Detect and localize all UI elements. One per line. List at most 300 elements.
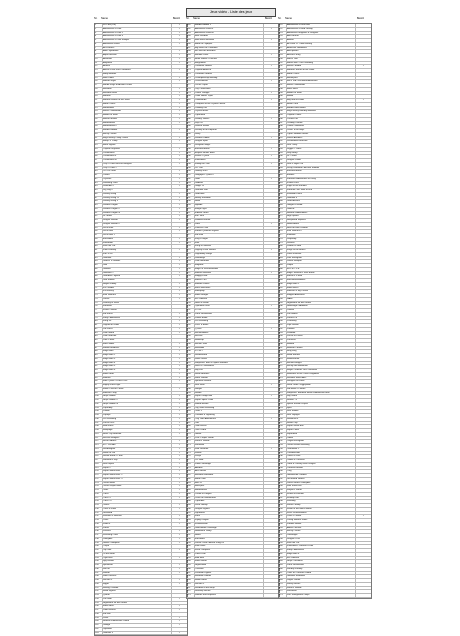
game-title: Master Chu — [195, 279, 264, 282]
game-title: Blaster Master — [103, 118, 172, 121]
game-title: Strider — [195, 392, 264, 395]
game-title: Al Unser Jr. Turbo Racing — [287, 43, 356, 46]
row-number: 117 — [95, 459, 103, 462]
row-number: 36 — [95, 155, 103, 158]
game-title: Kid Kool — [195, 234, 264, 237]
owned-mark: ✓ — [178, 312, 181, 315]
row-number: 29 — [95, 129, 103, 132]
game-title: Mendel Palace — [195, 283, 264, 286]
owned-mark — [264, 317, 279, 320]
owned-mark — [356, 62, 371, 65]
game-title: Simpsons: Bartman Meets Radioactive Man — [287, 392, 356, 395]
owned-mark — [172, 234, 187, 237]
header-no: Nr. — [94, 17, 98, 20]
row-number: 356 — [279, 155, 287, 158]
row-number: 216 — [187, 230, 195, 233]
owned-mark — [356, 193, 371, 196]
row-number: 67 — [95, 272, 103, 275]
owned-mark — [356, 527, 371, 530]
game-title: Zelda II — [103, 523, 172, 526]
game-title: Rygar — [103, 583, 172, 586]
owned-mark — [264, 545, 279, 548]
row-number: 271 — [187, 437, 195, 440]
row-number: 417 — [279, 384, 287, 387]
row-number: 168 — [187, 50, 195, 53]
owned-mark — [172, 84, 187, 87]
row-number: 390 — [279, 283, 287, 286]
owned-mark: ✓ — [270, 39, 273, 41]
game-title: StarTropics — [103, 463, 172, 466]
row-number: 365 — [279, 189, 287, 192]
owned-mark — [356, 223, 371, 226]
game-title: Guardian Legend — [103, 275, 172, 278]
owned-mark: ✓ — [178, 207, 181, 210]
owned-mark: ✓ — [270, 271, 273, 274]
game-title: Twin Cobra — [195, 429, 264, 432]
row-number: 301 — [187, 549, 195, 552]
owned-mark: ✓ — [270, 27, 273, 30]
row-number: 265 — [187, 414, 195, 417]
row-number: 407 — [279, 347, 287, 350]
owned-mark — [264, 260, 279, 263]
row-number: 369 — [279, 204, 287, 207]
row-number: 113 — [95, 444, 103, 447]
game-title: Street Cop — [287, 422, 356, 425]
owned-mark — [264, 182, 279, 185]
row-number: 166 — [187, 43, 195, 46]
row-number: 249 — [187, 354, 195, 357]
row-number: 209 — [187, 204, 195, 207]
owned-mark: ✓ — [178, 215, 181, 218]
game-title: Dr. Mario — [103, 215, 172, 218]
game-title: Nightmare on Elm Street — [287, 302, 356, 305]
game-title: Phantom Fighter — [195, 572, 264, 575]
game-title: Young Indiana Jones — [287, 519, 356, 522]
game-title: Puss 'n Boots — [195, 324, 264, 327]
owned-mark — [264, 114, 279, 117]
owned-mark — [172, 587, 187, 590]
game-title: Balloon Fight — [103, 80, 172, 83]
game-title: Lode Runner — [103, 609, 172, 612]
row-number: 399 — [279, 317, 287, 320]
owned-mark: ✓ — [178, 387, 181, 390]
row-number: 58 — [95, 238, 103, 241]
game-title: Exodus — [287, 174, 356, 177]
game-title: Zoda's Revenge — [195, 463, 264, 466]
row-number: 442 — [279, 478, 287, 481]
row-number: 372 — [279, 215, 287, 218]
row-number: 141 — [95, 549, 103, 552]
row-number: 87 — [95, 347, 103, 350]
row-number: 30 — [95, 133, 103, 136]
game-title: Super C — [103, 467, 172, 470]
game-title: Arkista's Ring — [287, 54, 356, 57]
owned-mark — [264, 219, 279, 222]
game-title: S.C.A.T. — [195, 350, 264, 353]
owned-mark — [356, 508, 371, 511]
game-title: North & South — [195, 302, 264, 305]
row-number: 385 — [279, 264, 287, 267]
owned-mark — [356, 137, 371, 140]
owned-mark — [172, 575, 187, 578]
owned-mark — [356, 69, 371, 72]
game-title: Bo Jackson Baseball — [195, 50, 264, 53]
game-title: Trolls on Treasure Island — [287, 572, 356, 575]
game-title: Fantastic Adventures of Dizzy — [287, 178, 356, 181]
owned-mark: ✓ — [178, 282, 181, 285]
game-title: Little Nemo — [103, 332, 172, 335]
game-title: Legendary Wings — [195, 253, 264, 256]
owned-mark — [264, 425, 279, 428]
owned-mark — [264, 470, 279, 473]
owned-mark: ✓ — [178, 204, 181, 206]
row-number: 53 — [95, 219, 103, 222]
game-title: Rocky and Bullwinkle — [287, 365, 356, 368]
row-number: 364 — [279, 185, 287, 188]
row-number: 396 — [279, 305, 287, 308]
owned-mark: ✓ — [178, 361, 181, 364]
game-title: Dynowarz — [195, 512, 264, 515]
owned-mark — [264, 369, 279, 372]
owned-mark — [356, 493, 371, 496]
row-number: 123 — [95, 482, 103, 485]
owned-mark: ✓ — [178, 249, 181, 251]
row-number: 4 — [95, 35, 103, 38]
owned-mark: ✓ — [178, 241, 181, 244]
owned-mark — [264, 365, 279, 368]
owned-mark: ✓ — [178, 35, 181, 38]
game-title: Captain Skyhawk — [103, 148, 172, 151]
owned-mark: ✓ — [270, 327, 273, 330]
owned-mark: ✓ — [270, 249, 273, 251]
row-number: 213 — [187, 219, 195, 222]
game-title: Chessmaster — [195, 80, 264, 83]
owned-mark: ✓ — [270, 117, 273, 120]
row-number: 418 — [279, 388, 287, 391]
game-title: Kickle Cubicle — [103, 309, 172, 312]
row-number: 433 — [279, 444, 287, 447]
owned-mark — [356, 54, 371, 57]
game-title: Heavy Shreddin' — [195, 197, 264, 200]
owned-mark: ✓ — [178, 24, 181, 26]
owned-mark — [172, 279, 187, 282]
game-title: Operation Wolf — [195, 305, 264, 308]
game-title: Ultimate Stuntman — [287, 575, 356, 578]
game-title: Laser Invasion — [287, 253, 356, 256]
game-title: Infiltrator — [287, 234, 356, 237]
row-number: 311 — [187, 587, 195, 590]
game-title: Xexyz — [195, 455, 264, 458]
row-number: 77 — [95, 309, 103, 312]
row-number: 468 — [279, 575, 287, 578]
row-number: 82 — [95, 328, 103, 331]
owned-mark: ✓ — [178, 489, 181, 491]
row-number: 264 — [187, 410, 195, 413]
game-title: Adventures of Rad Gravity — [287, 28, 356, 31]
owned-mark: ✓ — [178, 170, 181, 173]
row-number: 174 — [187, 73, 195, 76]
owned-mark: ✓ — [270, 65, 273, 68]
game-title: Deadly Towers — [195, 118, 264, 121]
game-title: Bomberman II — [103, 125, 172, 128]
owned-mark: ✓ — [178, 162, 181, 165]
game-title: Hollywood Squares — [287, 219, 356, 222]
game-title: Shadow of the Ninja — [195, 587, 264, 590]
owned-mark — [264, 572, 279, 575]
owned-mark — [264, 103, 279, 106]
game-title: Top Gun — [103, 549, 172, 552]
game-title: Willow — [195, 452, 264, 455]
owned-mark: ✓ — [178, 432, 181, 435]
game-title: Freedom Force — [287, 193, 356, 196]
game-title: Little Samson — [103, 335, 172, 338]
row-number: 331 — [279, 62, 287, 65]
game-title: Wayne's World — [287, 489, 356, 492]
owned-mark: ✓ — [178, 421, 181, 424]
row-number: 457 — [279, 534, 287, 537]
owned-mark — [356, 448, 371, 451]
owned-mark: ✓ — [270, 54, 273, 56]
row-number: 134 — [95, 523, 103, 526]
row-number: 161 — [95, 624, 103, 627]
owned-mark: ✓ — [178, 582, 181, 585]
owned-mark: ✓ — [178, 114, 181, 116]
game-title: Marvel's X-Men — [287, 275, 356, 278]
owned-mark: ✓ — [178, 271, 181, 274]
row-number: 144 — [95, 560, 103, 563]
game-title: Superman — [287, 433, 356, 436]
owned-mark — [356, 538, 371, 541]
game-title: Flintstones: Dinosaur Peak — [287, 545, 356, 548]
row-number: 103 — [95, 407, 103, 410]
game-title: Mario Bros. — [103, 605, 172, 608]
row-number: 429 — [279, 429, 287, 432]
row-number: 223 — [187, 257, 195, 260]
game-title: Panic Restaurant — [195, 313, 264, 316]
row-number: 190 — [187, 133, 195, 136]
game-title: Nobunaga's Ambition — [287, 305, 356, 308]
game-title: Yoshi's Cookie — [287, 515, 356, 518]
owned-mark — [264, 189, 279, 192]
owned-mark — [264, 238, 279, 241]
game-title: Super Mario Bros. — [103, 470, 172, 473]
row-number: 55 — [95, 227, 103, 230]
game-title: Wall Street Kid — [287, 485, 356, 488]
owned-mark — [356, 482, 371, 485]
game-title: Super Pitfall — [287, 429, 356, 432]
owned-mark — [356, 470, 371, 473]
row-number: 395 — [279, 302, 287, 305]
owned-mark — [356, 200, 371, 203]
owned-mark — [356, 268, 371, 271]
owned-mark — [356, 129, 371, 132]
row-number: 401 — [279, 324, 287, 327]
owned-mark — [264, 309, 279, 312]
owned-mark — [356, 204, 371, 207]
owned-mark: ✓ — [178, 31, 181, 34]
row-number: 284 — [187, 485, 195, 488]
game-title: Punisher — [287, 339, 356, 342]
game-title: Harlem Globetrotters — [287, 212, 356, 215]
row-number: 340 — [279, 95, 287, 98]
owned-mark — [264, 530, 279, 533]
game-title: Battle Tank — [195, 478, 264, 481]
row-number: 416 — [279, 380, 287, 383]
row-number: 99 — [95, 392, 103, 395]
owned-mark — [356, 313, 371, 316]
game-title: Boy and His Blob — [287, 99, 356, 102]
owned-mark — [356, 564, 371, 567]
game-title: Chip 'n Dale 2 — [103, 167, 172, 170]
game-title: Pictionary — [287, 320, 356, 323]
row-number: 281 — [187, 474, 195, 477]
owned-mark: ✓ — [270, 447, 273, 450]
owned-mark: ✓ — [178, 320, 181, 323]
owned-mark — [264, 170, 279, 173]
owned-mark — [264, 508, 279, 511]
owned-mark: ✓ — [178, 620, 181, 623]
row-number: 198 — [187, 163, 195, 166]
game-title: Tecmo World Wrestling — [287, 444, 356, 447]
game-title: Space Shuttle Project — [287, 403, 356, 406]
game-title: Championship Bowling — [195, 77, 264, 80]
owned-mark: ✓ — [178, 260, 181, 263]
row-number: 21 — [95, 99, 103, 102]
row-number: 391 — [279, 287, 287, 290]
row-number: 300 — [187, 545, 195, 548]
owned-mark — [356, 249, 371, 252]
row-number: 229 — [187, 279, 195, 282]
owned-mark: ✓ — [178, 106, 181, 109]
game-title: Uninvited — [103, 512, 172, 515]
header-game: Name — [193, 17, 200, 20]
row-number: 2 — [95, 28, 103, 31]
row-number: 384 — [279, 260, 287, 263]
row-number: 138 — [95, 538, 103, 541]
row-number: 463 — [279, 557, 287, 560]
row-number: 285 — [187, 489, 195, 492]
row-number: 6 — [95, 43, 103, 46]
row-number: 434 — [279, 448, 287, 451]
game-title: Rocket Ranger — [287, 362, 356, 365]
game-title: Loopz — [287, 264, 356, 267]
game-title: Donkey Kong 3 — [103, 200, 172, 203]
owned-mark: ✓ — [362, 99, 365, 101]
row-number: 225 — [187, 264, 195, 267]
game-title: Kirby's Adventure — [287, 549, 356, 552]
owned-mark: ✓ — [178, 140, 181, 143]
row-number: 455 — [279, 527, 287, 530]
row-number: 375 — [279, 227, 287, 230]
row-number: 379 — [279, 242, 287, 245]
row-number: 453 — [279, 519, 287, 522]
row-number: 98 — [95, 388, 103, 391]
game-title: Bases Loaded — [287, 65, 356, 68]
row-number: 116 — [95, 455, 103, 458]
game-title: Sword Master — [195, 403, 264, 406]
owned-mark — [356, 320, 371, 323]
game-title: Alpha Mission — [103, 54, 172, 57]
owned-mark — [264, 152, 279, 155]
owned-mark — [356, 377, 371, 380]
game-title: Baseball — [103, 88, 172, 91]
row-number: 211 — [187, 212, 195, 215]
owned-mark — [264, 174, 279, 177]
game-title: Overlord — [195, 568, 264, 571]
owned-mark — [356, 272, 371, 275]
owned-mark — [172, 65, 187, 68]
game-title: DuckTales 2 — [103, 234, 172, 237]
owned-mark — [172, 309, 187, 312]
row-number: 126 — [95, 493, 103, 496]
owned-mark — [356, 324, 371, 327]
game-title: Ice Hockey — [103, 290, 172, 293]
row-number: 298 — [187, 538, 195, 541]
owned-mark: ✓ — [178, 264, 181, 266]
games-column-1 — [94, 17, 188, 636]
game-title: Rollerball — [195, 347, 264, 350]
game-title: Tetris 2 — [195, 410, 264, 413]
game-title: Hogan's Alley — [103, 283, 172, 286]
owned-mark — [264, 133, 279, 136]
row-number: 296 — [187, 530, 195, 533]
owned-mark: ✓ — [178, 192, 181, 195]
row-number: 260 — [187, 395, 195, 398]
row-number: 323 — [279, 32, 287, 35]
owned-mark — [264, 440, 279, 443]
game-title: Alien Syndrome — [103, 50, 172, 53]
row-number: 137 — [95, 534, 103, 537]
owned-mark — [172, 628, 187, 631]
owned-mark — [264, 275, 279, 278]
game-title: Circus Caper — [195, 84, 264, 87]
game-title: Urban Champion — [103, 542, 172, 545]
owned-mark — [356, 185, 371, 188]
row-number: 221 — [187, 249, 195, 252]
row-number: 195 — [187, 152, 195, 155]
row-number: 344 — [279, 110, 287, 113]
owned-mark — [264, 455, 279, 458]
owned-mark: ✓ — [270, 91, 273, 94]
header-no: Nr. — [186, 17, 190, 20]
row-number: 350 — [279, 133, 287, 136]
game-title: Adventures of Lolo 3 — [103, 35, 172, 38]
owned-mark — [356, 39, 371, 42]
row-number: 23 — [95, 107, 103, 110]
owned-mark — [264, 377, 279, 380]
row-number: 228 — [187, 275, 195, 278]
owned-mark — [172, 545, 187, 548]
row-number: 471 — [279, 587, 287, 590]
game-title: Flying Dragon — [195, 519, 264, 522]
owned-mark — [356, 332, 371, 335]
owned-mark — [356, 302, 371, 305]
game-title: Krion Conquest — [195, 549, 264, 552]
game-title: Chubby Cherub — [287, 122, 356, 125]
owned-mark: ✓ — [178, 605, 181, 608]
owned-mark: ✓ — [178, 609, 181, 611]
row-number: 218 — [187, 238, 195, 241]
owned-mark — [172, 47, 187, 50]
game-title: Quarth — [103, 594, 172, 597]
owned-mark — [356, 28, 371, 31]
row-number: 446 — [279, 493, 287, 496]
row-number: 358 — [279, 163, 287, 166]
row-number: 35 — [95, 152, 103, 155]
owned-mark: ✓ — [178, 451, 181, 454]
game-title: Athena — [103, 65, 172, 68]
game-title: Super Spike V'Ball — [195, 399, 264, 402]
